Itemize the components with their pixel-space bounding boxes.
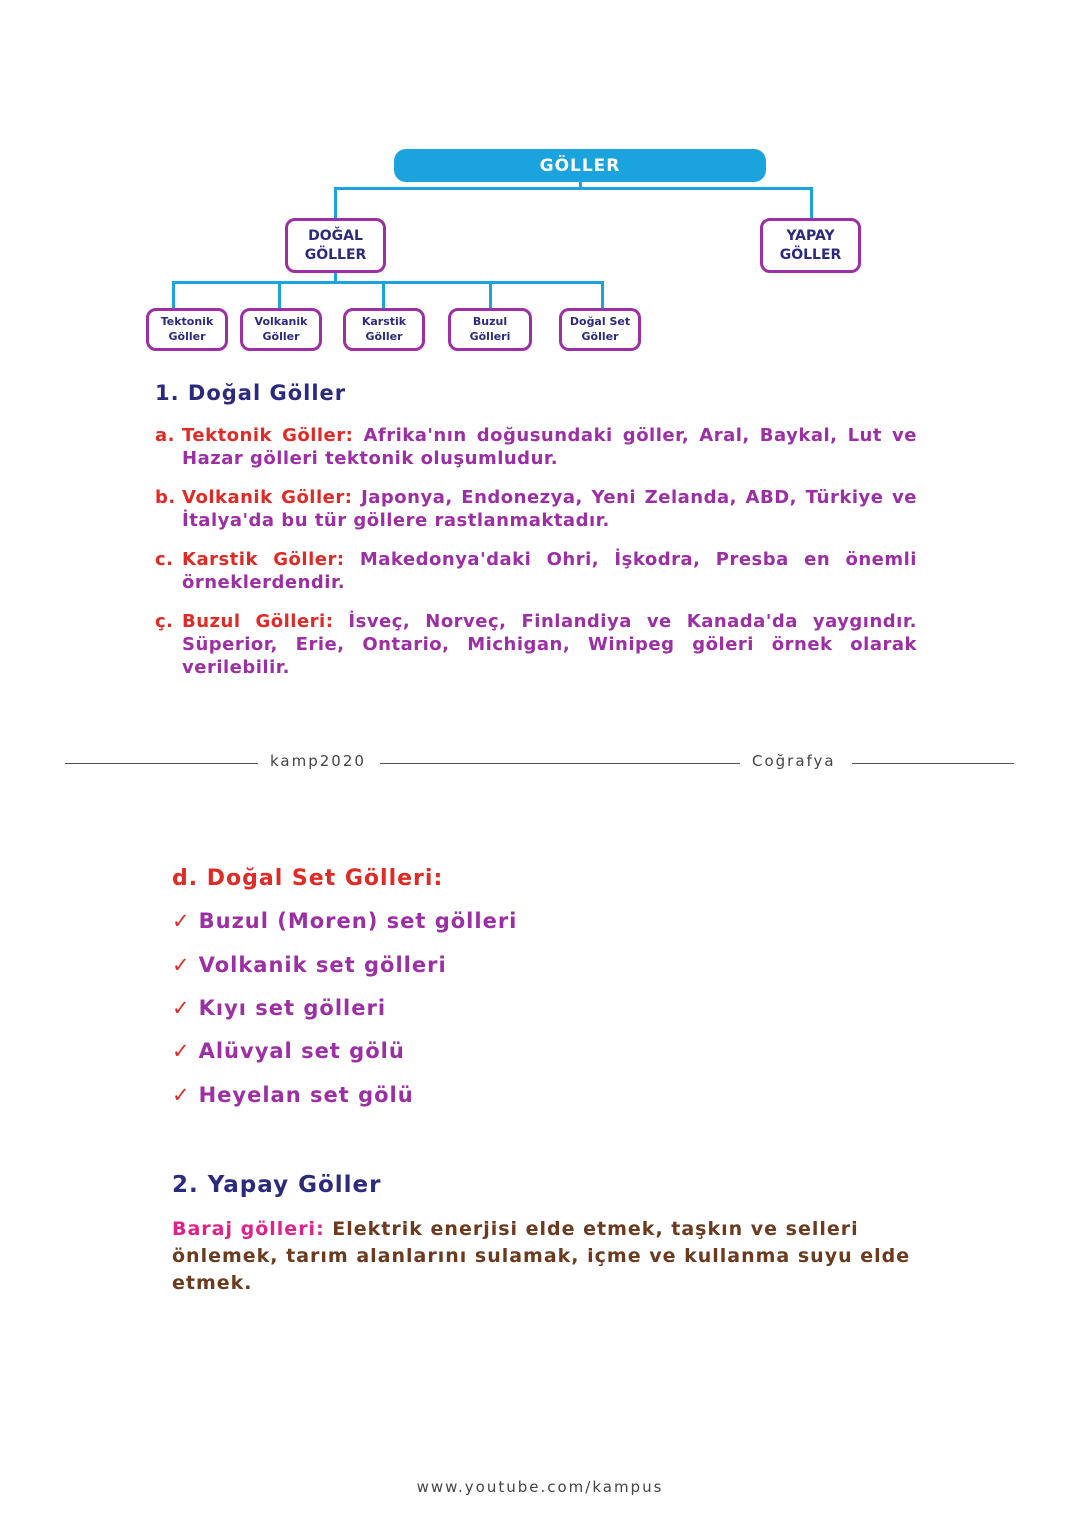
section-d-title: d. Doğal Set Gölleri: bbox=[172, 866, 444, 891]
checklist-item: ✓ Volkanik set gölleri bbox=[172, 953, 447, 977]
section2-paragraph: Baraj gölleri: Elektrik enerjisi elde etmek, taşkın ve selleri önlemek, tarım alanlarını sulamak, içme ve kullanma suyu elde etmek. bbox=[172, 1218, 911, 1294]
check-icon: ✓ bbox=[172, 953, 191, 977]
check-icon: ✓ bbox=[172, 1083, 191, 1107]
connector-leaf-5 bbox=[601, 281, 604, 310]
connector-leaf-4 bbox=[489, 281, 492, 310]
section1-title: 1. Doğal Göller bbox=[155, 381, 347, 405]
connector-top-horizontal bbox=[334, 187, 813, 190]
diagram-leaf-dogal-set: Doğal Set Göller bbox=[559, 308, 641, 351]
section1-list bbox=[155, 424, 917, 679]
checklist-item: ✓ Kıyı set gölleri bbox=[172, 996, 387, 1020]
check-icon: ✓ bbox=[172, 1039, 191, 1063]
connector-leaf-1 bbox=[172, 281, 175, 310]
connector-leaf-2 bbox=[278, 281, 281, 310]
divider-left bbox=[65, 763, 258, 764]
footer-subject-label: Coğrafya bbox=[752, 752, 836, 770]
checklist-item: ✓ Buzul (Moren) set gölleri bbox=[172, 909, 518, 933]
divider-right bbox=[852, 763, 1014, 764]
section2-title: 2. Yapay Göller bbox=[172, 1172, 382, 1198]
connector-to-dogal bbox=[334, 187, 337, 219]
diagram-node-dogal-goller: DOĞAL GÖLLER bbox=[285, 218, 386, 273]
list-item-karstik: c. Karstik Göller: Makedonya'daki Ohri, İşkodra, Presba en önemli örneklerdendir. bbox=[155, 549, 917, 593]
diagram-node-yapay-goller: YAPAY GÖLLER bbox=[760, 218, 861, 273]
list-item-buzul: ç. Buzul Gölleri: İsveç, Norveç, Finlandiya ve Kanada'da yaygındır. Süperior, Erie, Ontario, Michigan, Winipeg göleri örnek olarak verilebilir. bbox=[155, 611, 917, 678]
diagram-root-label: GÖLLER bbox=[539, 155, 621, 176]
connector-leaves-horizontal bbox=[172, 281, 604, 284]
diagram-leaf-tektonik: Tektonik Göller bbox=[146, 308, 228, 351]
divider-middle bbox=[380, 763, 740, 764]
checklist-item: ✓ Heyelan set gölü bbox=[172, 1083, 414, 1107]
connector-leaf-3 bbox=[382, 281, 385, 310]
checklist-item: ✓ Alüvyal set gölü bbox=[172, 1039, 405, 1063]
connector-to-yapay bbox=[810, 187, 813, 219]
list-item-tektonik: a. Tektonik Göller: Afrika'nın doğusundaki göller, Aral, Baykal, Lut ve Hazar gölleri tektonik oluşumludur. bbox=[155, 425, 917, 469]
diagram-leaf-volkanik: Volkanik Göller bbox=[240, 308, 322, 351]
check-icon: ✓ bbox=[172, 909, 191, 933]
footer-kamp-label: kamp2020 bbox=[270, 752, 366, 770]
diagram-leaf-buzul: Buzul Gölleri bbox=[448, 308, 532, 351]
list-item-volkanik: b. Volkanik Göller: Japonya, Endonezya, Yeni Zelanda, ABD, Türkiye ve İtalya'da bu tür göllere rastlanmaktadır. bbox=[155, 487, 917, 531]
check-icon: ✓ bbox=[172, 996, 191, 1020]
diagram-root-node bbox=[394, 149, 766, 182]
youtube-url: www.youtube.com/kampus bbox=[416, 1478, 664, 1496]
diagram-leaf-karstik: Karstik Göller bbox=[343, 308, 425, 351]
